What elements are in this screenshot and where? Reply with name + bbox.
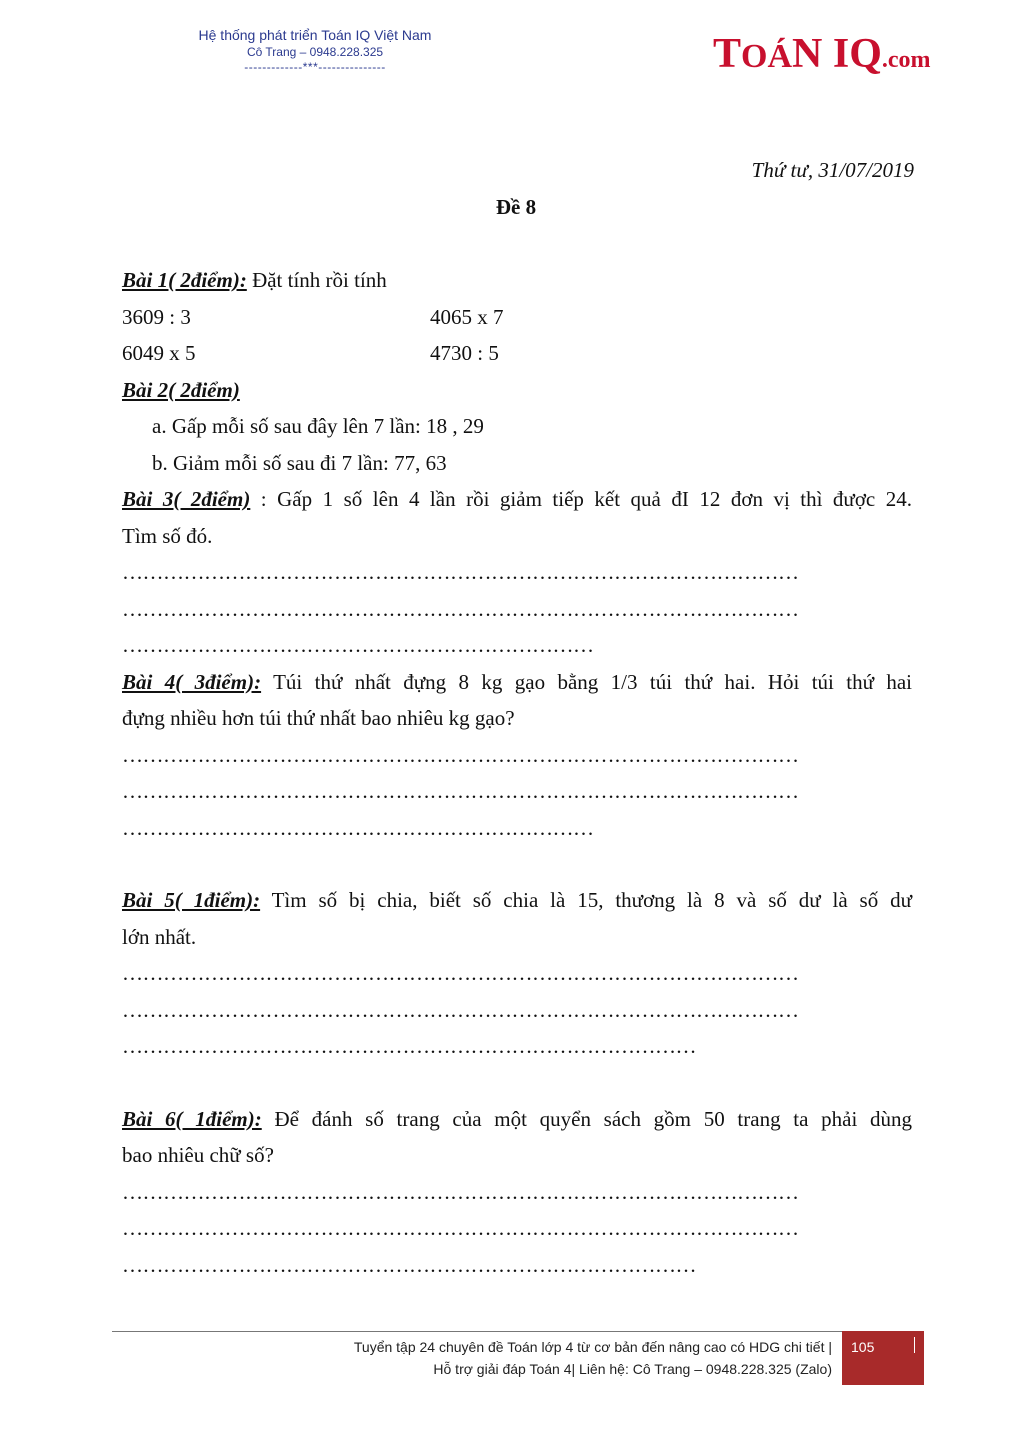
exercise-3-text-2: Tìm số đó. [122,523,213,548]
exercise-1 [122,262,912,299]
exercise-3 [122,481,912,518]
calc-row-1 [122,299,912,336]
answer-line: ……………………………………………………………………………………… [122,742,799,767]
answer-line: ……………………………………………………………………………………… [122,997,799,1022]
exercise-list [122,262,912,1283]
exercise-2b: b. Giảm mỗi số sau đi 7 lần: 77, 63 [152,450,447,475]
answer-line: ……………………………………………………………………………………… [122,1179,799,1204]
exercise-3-label: Bài 3( 2điểm) [122,487,251,511]
logo-n: N [792,31,823,77]
spacer [122,1065,912,1101]
answer-line: ………………………………………………………………………… [122,1034,696,1058]
footer-line-2: Hỗ trợ giải đáp Toán 4| Liên hệ: Cô Trang – 0948.228.325 (Zalo) [433,1361,832,1377]
exercise-5 [122,882,912,919]
header-org: Hệ thống phát triển Toán IQ Việt Nam [198,27,432,43]
answer-line: ……………………………………………………………………………………… [122,779,799,803]
header-contact: Cô Trang – 0948.228.325 [246,45,384,59]
answer-line: …………………………………………………………… [122,633,594,657]
exercise-2a: a. Gấp mỗi số sau đây lên 7 lần: 18 , 29 [152,414,484,438]
exercise-6 [122,1101,912,1138]
exercise-6-text-2: bao nhiêu chữ số? [122,1143,274,1167]
calc-row-2 [122,335,912,372]
answer-line: ………………………………………………………………………… [122,1252,696,1277]
answer-line: ……………………………………………………………………………………… [122,961,799,985]
exercise-1-label: Bài 1( 2điểm): [122,268,247,292]
exercise-2 [122,372,912,409]
exercise-4-label: Bài 4( 3điểm): [122,669,262,694]
calc-3: 6049 x 5 [122,341,196,365]
logo-t: T [713,31,742,77]
exercise-6-label: Bài 6( 1điểm): [122,1106,262,1131]
exercise-4-text-2: đựng nhiều hơn túi thứ nhất bao nhiêu kg gạo? [122,706,515,730]
exercise-5-text-2: lớn nhất. [122,924,197,949]
answer-line: ……………………………………………………………………………………… [122,596,799,621]
page-number-bar [914,1337,915,1353]
exercise-6-text: Để đánh số trang của một quyển sách gồm 50 trang ta phải dùng [261,1106,912,1131]
footer-divider [112,1331,924,1332]
exercise-5-label: Bài 5( 1điểm): [122,888,261,912]
page-number-box [842,1331,924,1385]
answer-line: ……………………………………………………………………………………… [122,1216,799,1240]
calc-4: 4730 : 5 [430,341,499,365]
calc-1: 3609 : 3 [122,304,191,329]
exercise-3-text: : Gấp 1 số lên 4 lần rồi giảm tiếp kết quả đI 12 đơn vị thì được 24. [250,487,912,511]
exercise-4-text: Túi thứ nhất đựng 8 kg gạo bằng 1/3 túi thứ hai. Hỏi túi thứ hai [261,669,913,694]
header-divider: -------------***--------------- [244,60,386,74]
answer-line: ……………………………………………………………………………………… [122,560,799,584]
footer-line-1: Tuyển tập 24 chuyên đề Toán lớp 4 từ cơ bản đến nâng cao có HDG chi tiết | [353,1339,832,1355]
document-date: Thứ tư, 31/07/2019 [751,158,914,182]
exercise-1-text: Đặt tính rồi tính [246,268,387,292]
exercise-2-label: Bài 2( 2điểm) [122,377,240,402]
logo-iq: IQ [832,31,882,77]
exercise-4 [122,664,912,701]
exercise-5-text: Tìm số bị chia, biết số chia là 15, thương là 8 và số dư là số dư [260,888,912,912]
logo-a: Á [767,38,793,75]
spacer [122,846,912,882]
page-number: 105 [851,1339,875,1355]
calc-2: 4065 x 7 [430,304,504,329]
answer-line: …………………………………………………………… [122,815,594,840]
toaniq-logo [713,30,931,78]
logo-space [822,31,833,77]
document-title: Đề 8 [495,195,537,219]
logo-com: .com [881,47,931,73]
logo-o: O [741,38,768,75]
